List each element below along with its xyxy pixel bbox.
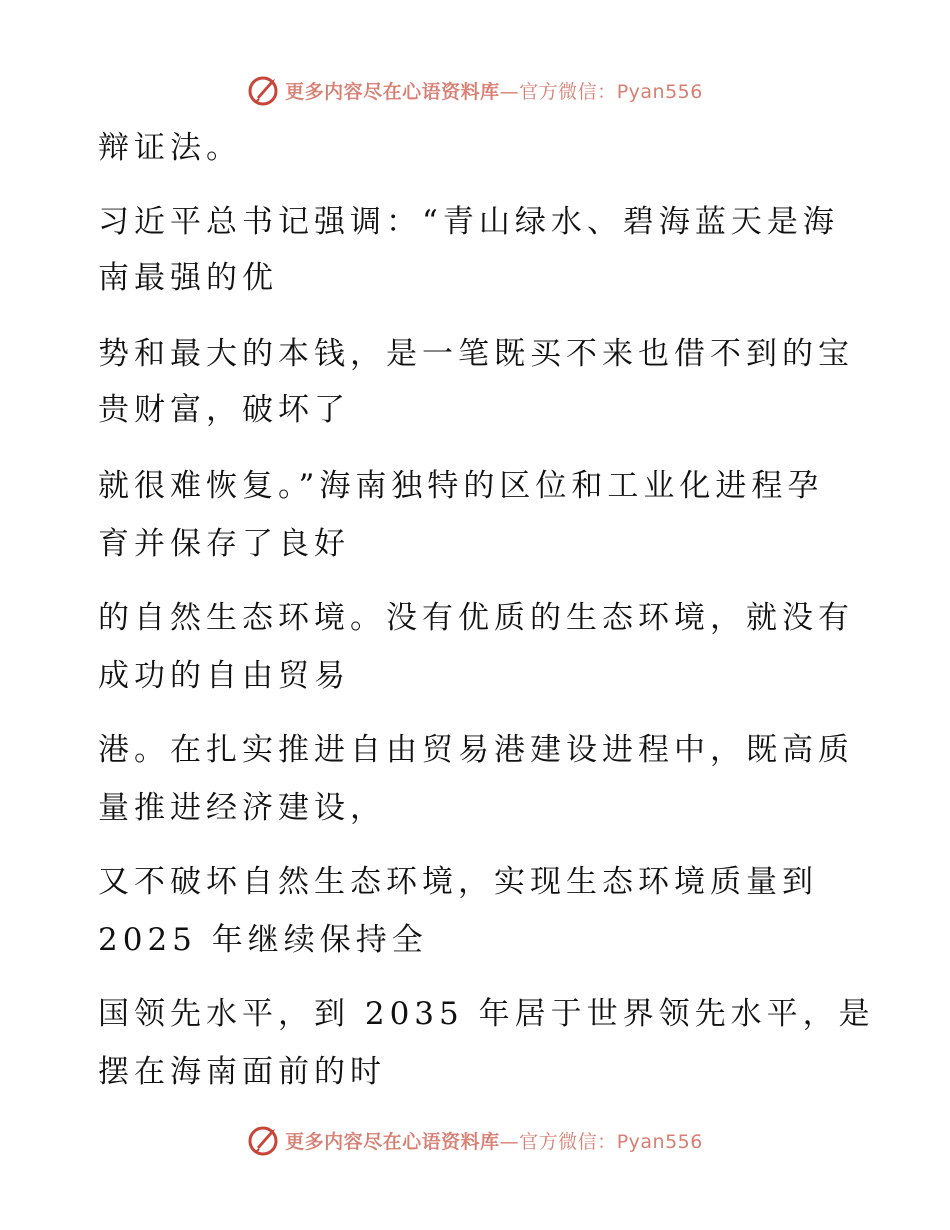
header-watermark — [0, 70, 950, 110]
footer-watermark — [0, 1120, 950, 1160]
watermark-main: 更多内容尽在心语资料库 — [285, 1130, 500, 1153]
text-line: 港。在扎实推进自由贸易港建设进程中，既高质 — [98, 732, 854, 768]
text-line: 的自然生态环境。没有优质的生态环境，就没有 — [98, 600, 854, 636]
text-line: 又不破坏自然生态环境，实现生态环境质量到 — [98, 864, 818, 900]
text-line: 就很难恢复。”海南独特的区位和工业化进程孕 — [98, 468, 824, 504]
watermark-text — [285, 1127, 703, 1154]
text-line: 势和最大的本钱，是一笔既买不来也借不到的宝 — [98, 336, 854, 372]
text-line: 2025 年继续保持全 — [98, 922, 428, 958]
text-line: 成功的自由贸易 — [98, 658, 350, 694]
text-line: 国领先水平，到 2035 年居于世界领先水平，是 — [98, 996, 875, 1032]
watermark-main: 更多内容尽在心语资料库 — [285, 80, 500, 103]
quill-logo-icon — [247, 73, 281, 107]
text-line: 摆在海南面前的时 — [98, 1054, 386, 1090]
text-line: 南最强的优 — [98, 260, 278, 296]
watermark-account: Pyan556 — [616, 80, 703, 103]
text-line: 量推进经济建设， — [98, 790, 386, 826]
text-line: 辩证法。 — [98, 130, 242, 166]
watermark-account: Pyan556 — [616, 1130, 703, 1153]
text-line: 贵财富，破坏了 — [98, 392, 350, 428]
text-line: 育并保存了良好 — [98, 526, 350, 562]
text-line: 习近平总书记强调：“青山绿水、碧海蓝天是海 — [98, 204, 839, 240]
watermark-separator: —官方微信： — [499, 80, 617, 103]
watermark-text — [285, 77, 703, 104]
quill-logo-icon — [247, 1123, 281, 1157]
watermark-separator: —官方微信： — [499, 1130, 617, 1153]
